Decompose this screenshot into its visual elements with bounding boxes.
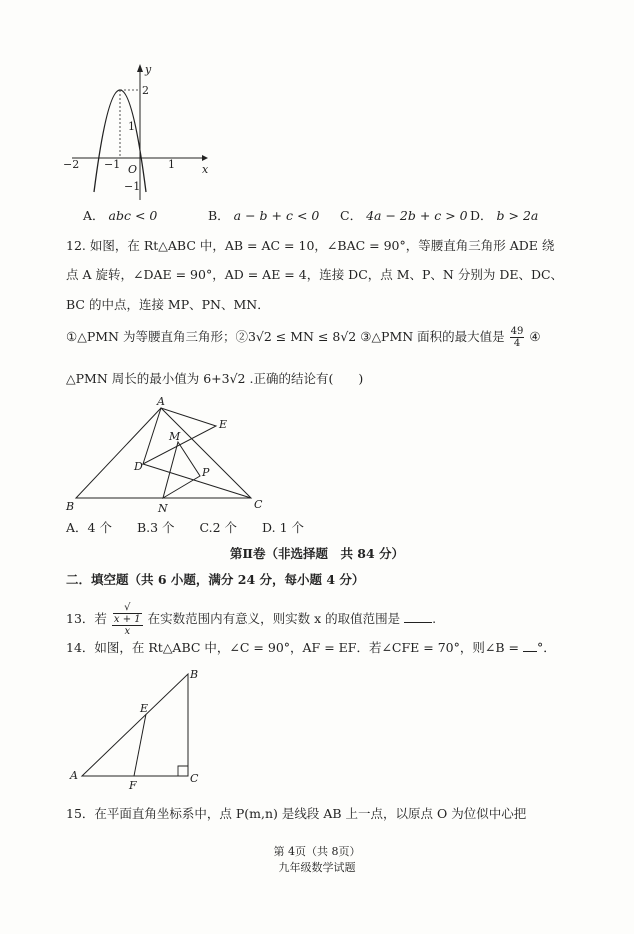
point-label-a: A: [70, 769, 78, 782]
parabola-graph: [60, 60, 220, 200]
q12-line-3: BC 的中点，连接 MP、PN、MN．: [66, 297, 270, 312]
point-label-e: E: [219, 418, 228, 431]
y-tick-label: 2: [142, 84, 149, 97]
q14-triangle-figure: [70, 668, 220, 793]
q12-statements: ①△PMN 为等腰直角三角形；②3√2 ≤ MN ≤ 8√2 ③△PMN 面积的最大值是: [66, 329, 505, 344]
point-label-b: B: [66, 500, 75, 513]
section-title: 第Ⅱ卷（非选择题 共 84 分）: [229, 546, 405, 561]
y-axis-label: y: [145, 63, 152, 76]
x-axis-label: x: [202, 163, 209, 176]
answer-blank[interactable]: [404, 611, 432, 623]
fraction-denominator: 4: [513, 338, 521, 349]
option-letter: D．: [470, 208, 493, 223]
footer-subject: 九年级数学试题: [278, 861, 356, 874]
point-label-n: N: [158, 502, 168, 515]
answer-blank[interactable]: [523, 640, 537, 652]
q13-line: [66, 602, 436, 637]
point-label-c: C: [254, 498, 263, 511]
point-label-c: C: [190, 772, 199, 785]
fraction-numerator: 49: [510, 326, 524, 337]
option-letter: B．: [208, 208, 230, 223]
option-text: abc < 0: [108, 208, 158, 223]
fraction-denominator: x: [124, 626, 131, 637]
y-tick-label: −1: [124, 180, 141, 193]
fraction-numerator: √ x + 1: [113, 602, 141, 625]
point-label-a: A: [157, 395, 165, 408]
q12-statement-4-marker: ④: [529, 329, 541, 344]
point-label-m: M: [169, 430, 181, 443]
q14-text: 14．如图，在 Rt△ABC 中，∠C = 90°，AF = EF．若∠CFE = 70°，则∠B =: [66, 640, 519, 655]
x-tick-label: −1: [104, 158, 121, 171]
q12-line-1: 12. 如图，在 Rt△ABC 中，AB = AC = 10，∠BAC = 90°，等腰直角三角形 ADE 绕: [66, 238, 555, 253]
y-tick-label: 1: [128, 120, 135, 133]
x-axis-arrow: [202, 155, 208, 161]
right-angle-mark: [178, 766, 188, 776]
footer-page-number: 第 4页（共 8页）: [273, 845, 361, 858]
x-tick-label: −2: [63, 158, 80, 171]
point-label-d: D: [134, 460, 143, 473]
q12-line-5: △PMN 周长的最小值为 6+3√2 .正确的结论有( ): [66, 371, 364, 386]
q13-end: .: [432, 611, 437, 626]
option-text: b > 2a: [496, 208, 539, 223]
segment-ef: [134, 714, 146, 776]
option-letter: A．: [83, 208, 105, 223]
q11-option-a: [83, 206, 157, 224]
parabola-curve: [94, 90, 146, 192]
q12-options: A．4 个 B.3 个 C.2 个 D. 1 个: [66, 520, 305, 535]
q15-line: 15．在平面直角坐标系中，点 P(m,n) 是线段 AB 上一点，以原点 O 为位似中心把: [66, 806, 527, 821]
q13-fraction: [112, 602, 143, 637]
point-label-p: P: [202, 466, 210, 479]
q13-prefix: 13．若: [66, 611, 107, 626]
section-subtitle: 二．填空题（共 6 小题，满分 24 分，每小题 4 分）: [66, 572, 365, 587]
x-tick-label: 1: [168, 158, 175, 171]
option-text: 4a − 2b + c > 0: [366, 208, 468, 223]
option-text: a − b + c < 0: [233, 208, 320, 223]
q14-line: [66, 640, 556, 656]
y-axis-arrow: [137, 64, 143, 72]
q11-option-b: [208, 206, 319, 224]
q11-option-c: [340, 206, 468, 224]
q12-line-2: 点 A 旋转，∠DAE = 90°，AD = AE = 4，连接 DC，点 M、P、N 分别为 DE、DC、: [66, 267, 564, 282]
q12-triangle-figure: [66, 395, 286, 518]
q12-line-4: [66, 326, 541, 349]
option-letter: C．: [340, 208, 363, 223]
point-label-e: E: [140, 702, 149, 715]
q14-end: °．: [536, 640, 556, 655]
q12-fraction: [510, 326, 525, 349]
point-label-f: F: [129, 779, 137, 792]
radicand: x + 1: [113, 614, 141, 625]
q13-suffix: 在实数范围内有意义，则实数 x 的取值范围是: [147, 611, 401, 626]
q11-option-d: [470, 206, 538, 224]
triangle-abc: [82, 674, 188, 776]
origin-label: O: [128, 163, 138, 176]
segment-dc: [143, 464, 251, 498]
point-label-b: B: [190, 668, 199, 681]
